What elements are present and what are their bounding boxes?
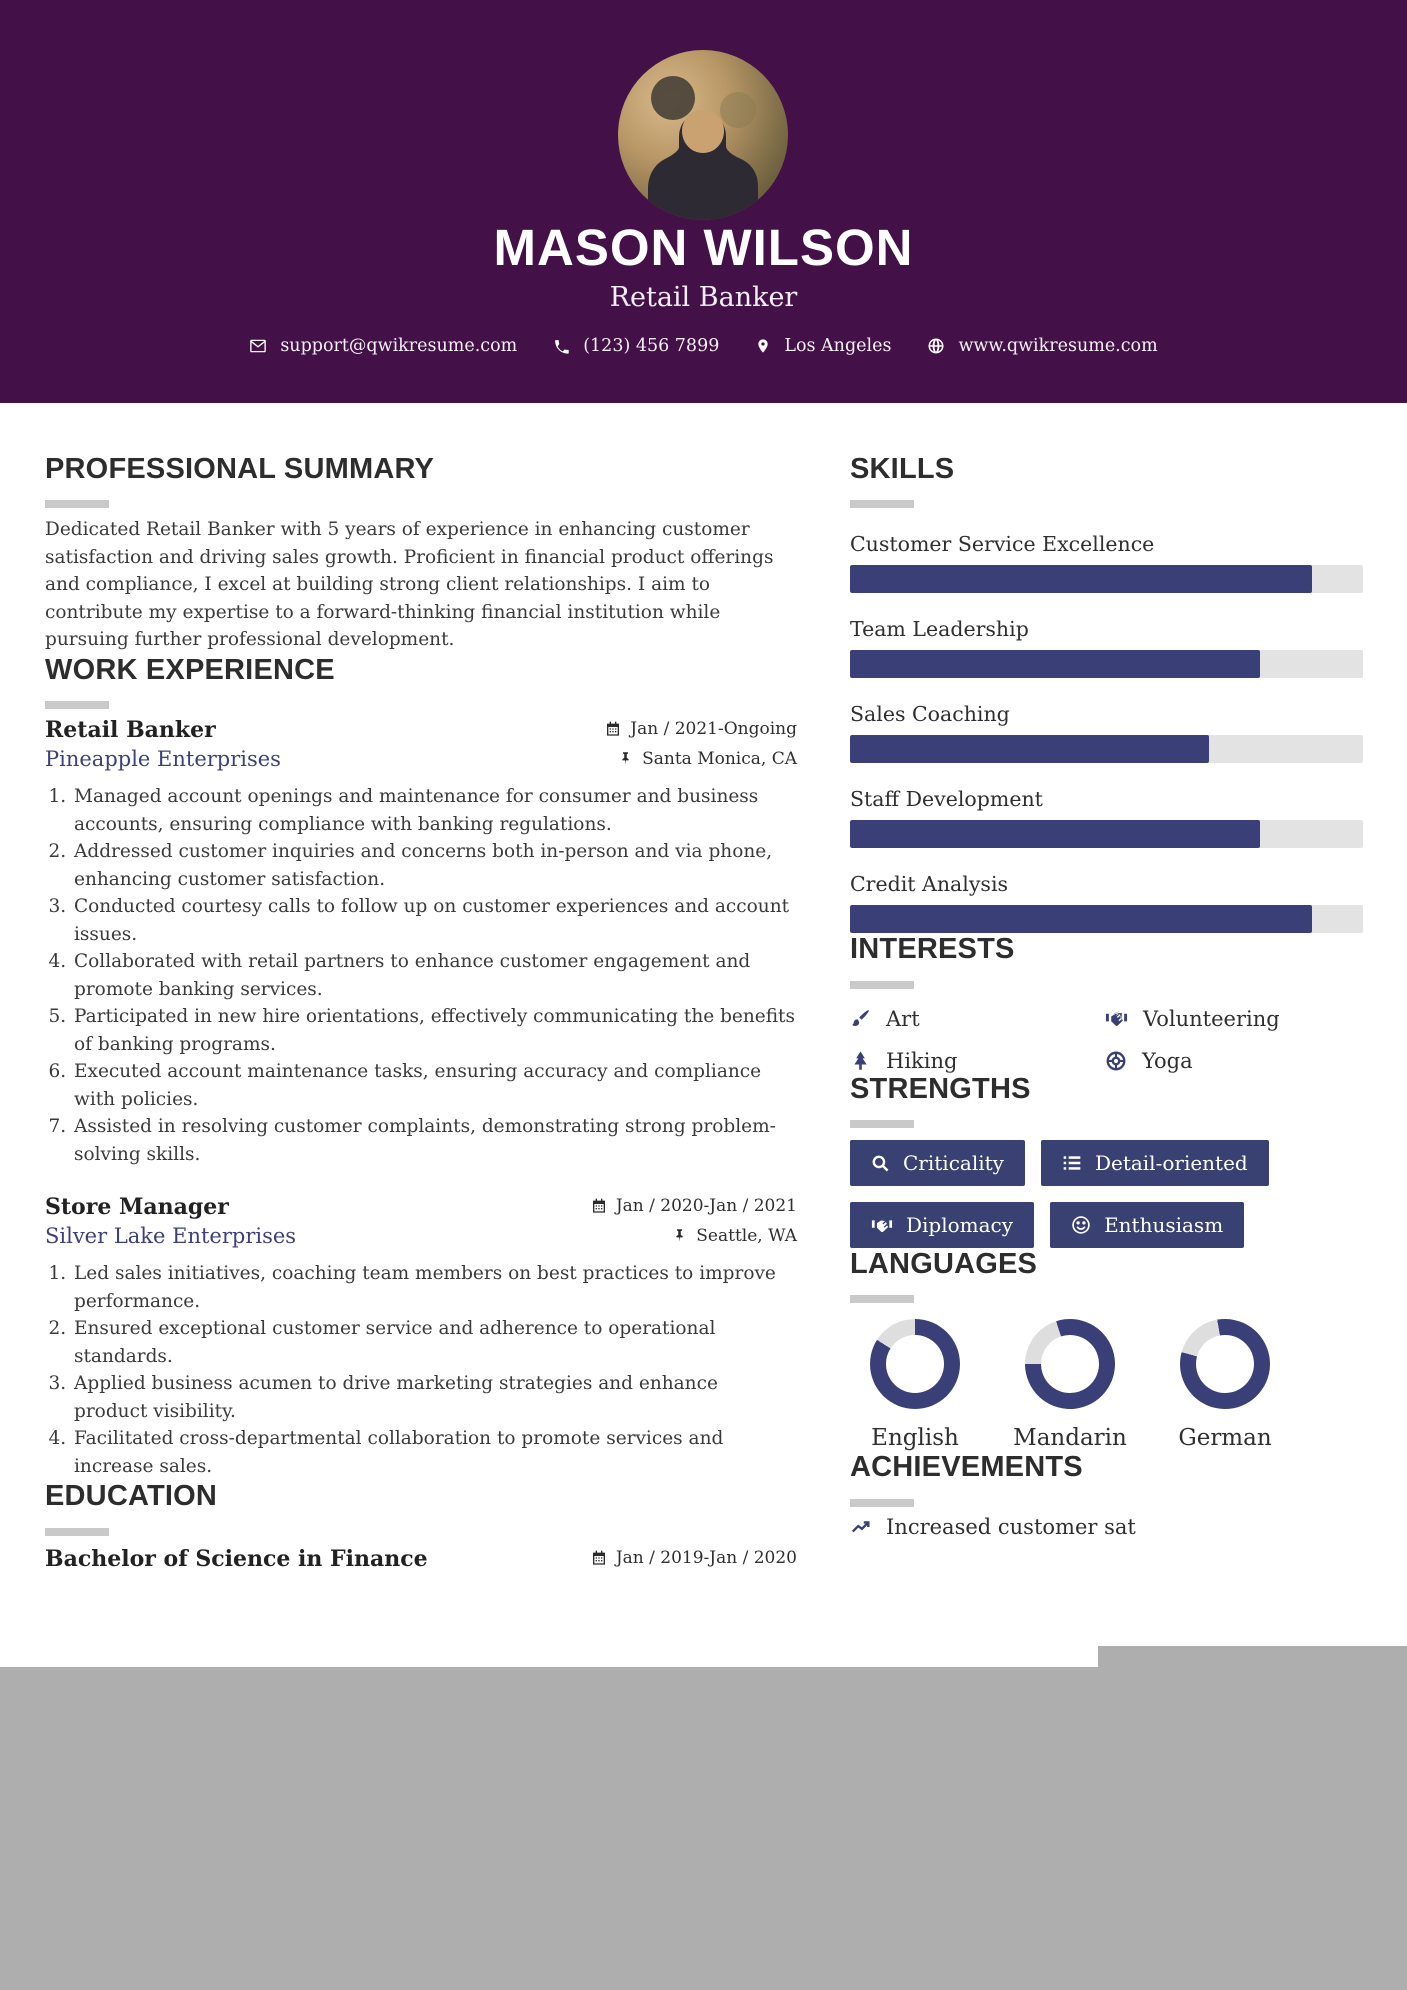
education-date-text: Jan / 2019-Jan / 2020 bbox=[615, 1547, 797, 1568]
language-donuts bbox=[850, 1319, 1363, 1451]
contact-website-text: www.qwikresume.com bbox=[958, 336, 1158, 356]
languages-heading: LANGUAGES bbox=[850, 1248, 1038, 1281]
skill-label: Customer Service Excellence bbox=[850, 532, 1155, 557]
interest-item bbox=[850, 1049, 1105, 1073]
lifebuoy-icon bbox=[1105, 1050, 1127, 1072]
interest-item bbox=[1105, 1007, 1363, 1031]
strength-chips bbox=[850, 1140, 1270, 1248]
job-bullet: 4. Collaborated with retail partners to enhance customer engagement and promote banking services. bbox=[72, 948, 797, 1003]
skill-bar-track bbox=[850, 565, 1363, 593]
summary-heading: PROFESSIONAL SUMMARY bbox=[45, 453, 435, 485]
job-location-text: Santa Monica, CA bbox=[642, 748, 797, 769]
heading-rule bbox=[45, 1528, 109, 1536]
pushpin-icon bbox=[618, 751, 633, 766]
skill-bar-fill bbox=[850, 820, 1260, 848]
person-silhouette-icon bbox=[618, 50, 788, 220]
skill-item bbox=[850, 872, 1363, 933]
smiley-icon bbox=[1071, 1215, 1091, 1235]
language-item bbox=[1005, 1319, 1135, 1451]
achievements-heading: ACHIEVEMENTS bbox=[850, 1451, 1083, 1484]
job-title: Retail Banker bbox=[45, 717, 216, 744]
contact-phone-text: (123) 456 7899 bbox=[583, 336, 720, 356]
language-donut-chart bbox=[1173, 1312, 1277, 1416]
job-bullet-list bbox=[45, 783, 797, 1168]
degree-title: Bachelor of Science in Finance bbox=[45, 1545, 428, 1572]
language-label: German bbox=[1178, 1425, 1272, 1452]
handshake-icon bbox=[871, 1214, 893, 1236]
skill-item bbox=[850, 702, 1363, 763]
education-date bbox=[591, 1548, 797, 1568]
skill-bar-fill bbox=[850, 565, 1312, 593]
strength-chip bbox=[850, 1202, 1034, 1248]
phone-icon bbox=[553, 338, 570, 355]
skill-bar-track bbox=[850, 735, 1363, 763]
interest-label: Art bbox=[886, 1006, 920, 1031]
skill-bar-fill bbox=[850, 905, 1312, 933]
job-bullet: 2. Ensured exceptional customer service and adherence to operational standards. bbox=[72, 1315, 797, 1370]
achievement-item bbox=[850, 1515, 1363, 1539]
strength-chip bbox=[1050, 1202, 1244, 1248]
strength-chip bbox=[1041, 1140, 1269, 1186]
strength-label: Criticality bbox=[903, 1151, 1004, 1176]
heading-rule bbox=[850, 1295, 914, 1303]
language-donut-chart bbox=[1013, 1308, 1126, 1421]
job-bullet: 3. Applied business acumen to drive marketing strategies and enhance product visibility. bbox=[72, 1370, 797, 1425]
location-pin-icon bbox=[755, 337, 771, 355]
job-bullet: 6. Executed account maintenance tasks, ensuring accuracy and compliance with policies. bbox=[72, 1058, 797, 1113]
gray-redaction-block bbox=[0, 1667, 1407, 1990]
company-link[interactable]: Silver Lake Enterprises bbox=[45, 1224, 297, 1249]
job-bullet: 3. Conducted courtesy calls to follow up on customer experiences and account issues. bbox=[72, 893, 797, 948]
contact-phone bbox=[553, 336, 719, 356]
job-date bbox=[605, 719, 797, 739]
language-item bbox=[850, 1319, 980, 1451]
contact-location bbox=[755, 336, 891, 356]
skill-label: Sales Coaching bbox=[850, 702, 1010, 727]
skill-bar-track bbox=[850, 905, 1363, 933]
job-location bbox=[618, 749, 797, 769]
contact-location-text: Los Angeles bbox=[784, 336, 892, 356]
calendar-icon bbox=[591, 1550, 607, 1566]
pushpin-icon bbox=[672, 1228, 687, 1243]
strengths-heading: STRENGTHS bbox=[850, 1072, 1031, 1105]
interest-label: Hiking bbox=[886, 1048, 958, 1073]
skill-bar-fill bbox=[850, 735, 1209, 763]
skill-item bbox=[850, 787, 1363, 848]
avatar bbox=[618, 50, 788, 220]
job-bullet: 4. Facilitated cross-departmental collaboration to promote services and increase sales. bbox=[72, 1425, 797, 1480]
interest-item bbox=[1105, 1049, 1363, 1073]
job-bullet: 5. Participated in new hire orientations, effectively communicating the benefits of banking programs. bbox=[72, 1003, 797, 1058]
language-donut-chart bbox=[870, 1319, 960, 1409]
skill-label: Team Leadership bbox=[850, 617, 1029, 642]
job-bullet: 1. Led sales initiatives, coaching team members on best practices to improve performance. bbox=[72, 1260, 797, 1315]
chart-line-icon bbox=[850, 1516, 872, 1538]
education-heading: EDUCATION bbox=[45, 1480, 218, 1513]
job-bullet: 1. Managed account openings and maintenance for consumer and business accounts, ensuring compliance with banking regulations. bbox=[72, 783, 797, 838]
job-entry bbox=[45, 1194, 797, 1480]
language-label: English bbox=[871, 1425, 959, 1452]
interest-label: Yoga bbox=[1142, 1048, 1193, 1073]
right-column bbox=[850, 453, 1363, 1539]
job-bullet: 2. Addressed customer inquiries and concerns both in-person and via phone, enhancing customer satisfaction. bbox=[72, 838, 797, 893]
handshake-icon bbox=[1105, 1007, 1128, 1030]
search-icon bbox=[871, 1154, 890, 1173]
skill-bar-track bbox=[850, 820, 1363, 848]
heading-rule bbox=[45, 500, 109, 508]
interest-item bbox=[850, 1007, 1105, 1031]
strength-chip bbox=[850, 1140, 1025, 1186]
calendar-icon bbox=[605, 721, 621, 737]
strength-label: Enthusiasm bbox=[1104, 1213, 1224, 1238]
contact-row bbox=[0, 336, 1407, 356]
tree-icon bbox=[850, 1050, 871, 1072]
interests-heading: INTERESTS bbox=[850, 933, 1015, 966]
job-bullet-list bbox=[45, 1260, 797, 1480]
strength-label: Diplomacy bbox=[906, 1213, 1014, 1238]
education-entry bbox=[45, 1546, 797, 1572]
heading-rule bbox=[850, 981, 914, 989]
globe-icon bbox=[927, 337, 945, 355]
skill-label: Credit Analysis bbox=[850, 872, 1009, 897]
summary-text: Dedicated Retail Banker with 5 years of experience in enhancing customer satisfaction and driving sales growth. Proficient in financial product offerings and compliance, I excel at building strong client relationships. I aim to contribute my expertise to a forward-thinking financial institution while pursuing further professional development. bbox=[45, 519, 774, 651]
job-date-text: Jan / 2020-Jan / 2021 bbox=[615, 1196, 797, 1217]
skill-item bbox=[850, 532, 1363, 593]
list-icon bbox=[1062, 1153, 1082, 1173]
job-date-text: Jan / 2021-Ongoing bbox=[630, 719, 797, 740]
job-date bbox=[591, 1196, 797, 1216]
skill-label: Staff Development bbox=[850, 787, 1043, 812]
job-title: Store Manager bbox=[45, 1194, 229, 1221]
contact-email bbox=[249, 336, 517, 356]
heading-rule bbox=[850, 1120, 914, 1128]
heading-rule bbox=[850, 500, 914, 508]
calendar-icon bbox=[591, 1198, 607, 1214]
achievement-text: Increased customer sat bbox=[886, 1514, 1136, 1539]
job-bullet: 7. Assisted in resolving customer complaints, demonstrating strong problem-solving skills. bbox=[72, 1113, 797, 1168]
skills-heading: SKILLS bbox=[850, 453, 955, 485]
skill-bar-fill bbox=[850, 650, 1260, 678]
language-item bbox=[1160, 1319, 1290, 1451]
language-label: Mandarin bbox=[1013, 1425, 1127, 1452]
contact-website bbox=[927, 336, 1157, 356]
job-entry bbox=[45, 717, 797, 1168]
experience-heading: WORK EXPERIENCE bbox=[45, 653, 335, 686]
heading-rule bbox=[45, 701, 109, 709]
skill-bar-track bbox=[850, 650, 1363, 678]
interest-label: Volunteering bbox=[1143, 1006, 1280, 1031]
job-location bbox=[672, 1226, 797, 1246]
contact-email-text: support@qwikresume.com bbox=[280, 336, 518, 356]
job-location-text: Seattle, WA bbox=[696, 1225, 797, 1246]
strength-label: Detail-oriented bbox=[1094, 1151, 1248, 1176]
skill-item bbox=[850, 617, 1363, 678]
company-link[interactable]: Pineapple Enterprises bbox=[45, 747, 281, 772]
envelope-icon bbox=[249, 337, 267, 355]
heading-rule bbox=[850, 1499, 914, 1507]
candidate-name: MASON WILSON bbox=[493, 219, 914, 276]
interest-grid bbox=[850, 1007, 1363, 1073]
paintbrush-icon bbox=[850, 1008, 871, 1029]
header-banner bbox=[0, 0, 1407, 403]
left-column bbox=[45, 453, 797, 1572]
candidate-job-title: Retail Banker bbox=[609, 282, 798, 313]
